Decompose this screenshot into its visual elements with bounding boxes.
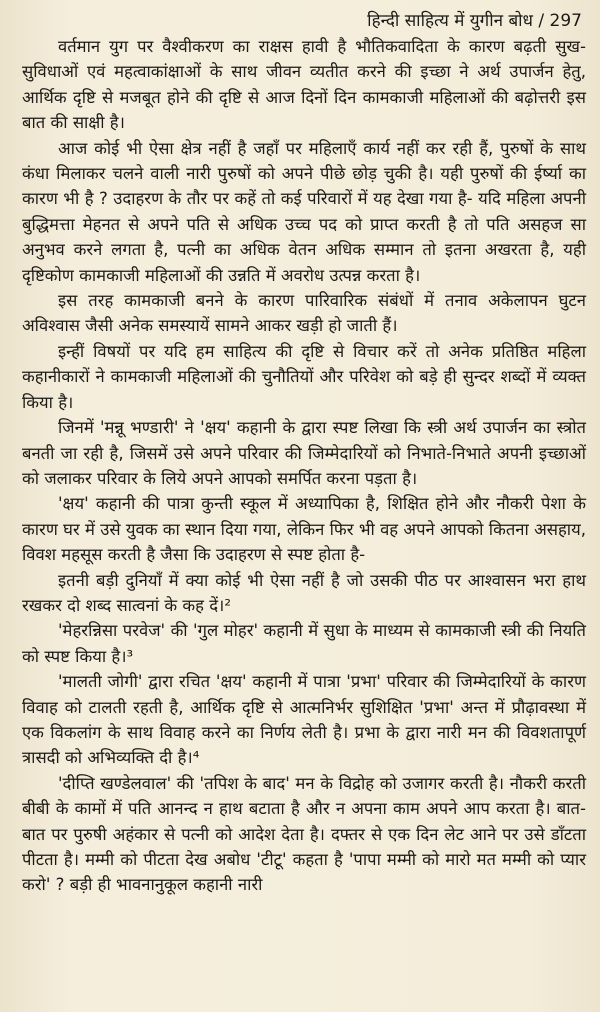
paragraph-3: इस तरह कामकाजी बनने के कारण पारिवारिक संबंधों में तनाव अकेलापन घुटन अविश्वास जैसी अनेक समस्यायें सामने आकर खड़ी हो जाती हैं। bbox=[22, 291, 586, 336]
paragraph-6: 'क्षय' कहानी की पात्रा कुन्ती स्कूल में अध्यापिका है, शिक्षित होने और नौकरी पेशा के कारण घर में उसे युवक का स्थान दिया गया, लेकिन फिर भी वह अपने आपको कितना असहाय, विवश महसूस करती है जैसा कि उदाहरण से स्पष्ट होता है- bbox=[22, 494, 586, 565]
paragraph-1: वर्तमान युग पर वैश्वीकरण का राक्षस हावी है भौतिकवादिता के कारण बढ़ती सुख-सुविधाओं एवं महत्वाकांक्षाओं के साथ जीवन व्यतीत करने की इच्छा ने अर्थ उपार्जन हेतु, आर्थिक दृष्टि से मजबूत होने की दृष्टि से आज दिनों दिन कामकाजी महिलाओं की बढ़ोत्तरी इस बात की साक्षी है। bbox=[22, 37, 586, 133]
paragraph-2: आज कोई भी ऐसा क्षेत्र नहीं है जहाँ पर महिलाएँ कार्य नहीं कर रही हैं, पुरुषों के साथ कंधा मिलाकर चलने वाली नारी पुरुषों को अपने पीछे छोड़ चुकी है। यही पुरुषों की ईर्ष्या का कारण भी है ? उदाहरण के तौर पर कहें तो कई परिवारों में यह देखा गया है- यदि महिला अपनी बुद्धिमत्ता मेहनत से अपने पति से अधिक उच्च पद को प्राप्त करती है तो पति असहज सा अनुभव करने लगता है, पत्नी का अधिक वेतन अधिक सम्मान तो इतना अखरता है, यही दृष्टिकोण कामकाजी महिलाओं की उन्नति में अवरोध उत्पन्न करता है। bbox=[22, 138, 586, 285]
running-header: हिन्दी साहित्य में युगीन बोध / 297 bbox=[367, 11, 582, 31]
paragraph-4: इन्हीं विषयों पर यदि हम साहित्य की दृष्टि से विचार करें तो अनेक प्रतिष्ठित महिला कहानीकारों ने कामकाजी महिलाओं की चुनौतियों और परिवेश को बड़े ही सुन्दर शब्दों में व्यक्त किया है। bbox=[22, 341, 586, 412]
paragraph-8: 'मेहरन्निसा परवेज' की 'गुल मोहर' कहानी में सुधा के माध्यम से कामकाजी स्त्री की नियति को स्पष्ट किया है।³ bbox=[22, 621, 586, 666]
paragraph-9: 'मालती जोगी' द्वारा रचित 'क्षय' कहानी में पात्रा 'प्रभा' परिवार की जिम्मेदारियों के कारण विवाह को टालती रहती है, आर्थिक दृष्टि से आत्मनिर्भर सुशिक्षित 'प्रभा' अन्त में प्रौढ़ावस्था में एक विकलांग के साथ विवाह करने का निर्णय लेती है। प्रभा के द्वारा नारी मन की विवशतापूर्ण त्रासदी को अभिव्यक्ति दी है।⁴ bbox=[22, 672, 586, 768]
paragraph-10: 'दीप्ति खण्डेलवाल' की 'तपिश के बाद' मन के विद्रोह को उजागर करती है। नौकरी करती बीबी के कामों में पति आनन्द न हाथ बटाता है और न अपना काम अपने आप करता है। बात-बात पर पुरुषी अहंकार से पत्नी को आदेश देता है। दफ्तर से एक दिन लेट आने पर उसे डाँटता पीटता है। मम्मी को पीटता देख अबोध 'टीटू' कहता है 'पापा मम्मी को मारो मत मम्मी को प्यार करो' ? बड़ी ही भावनानुकूल कहानी नारी bbox=[22, 773, 586, 895]
quotation-paragraph: इतनी बड़ी दुनियाँ में क्या कोई भी ऐसा नहीं है जो उसकी पीठ पर आश्वासन भरा हाथ रखकर दो शब्द सात्वनां के कह दें।² bbox=[22, 570, 586, 615]
paragraph-5: जिनमें 'मन्नू भण्डारी' ने 'क्षय' कहानी के द्वारा स्पष्ट लिखा कि स्त्री अर्थ उपार्जन का स्त्रोत बनती जा रही है, जिसमें उसे अपने परिवार की जिम्मेदारियों को निभाते-निभाते अपनी इच्छाओं को जलाकर परिवार के लिये अपने आपको समर्पित करना पड़ता है। bbox=[22, 418, 586, 488]
